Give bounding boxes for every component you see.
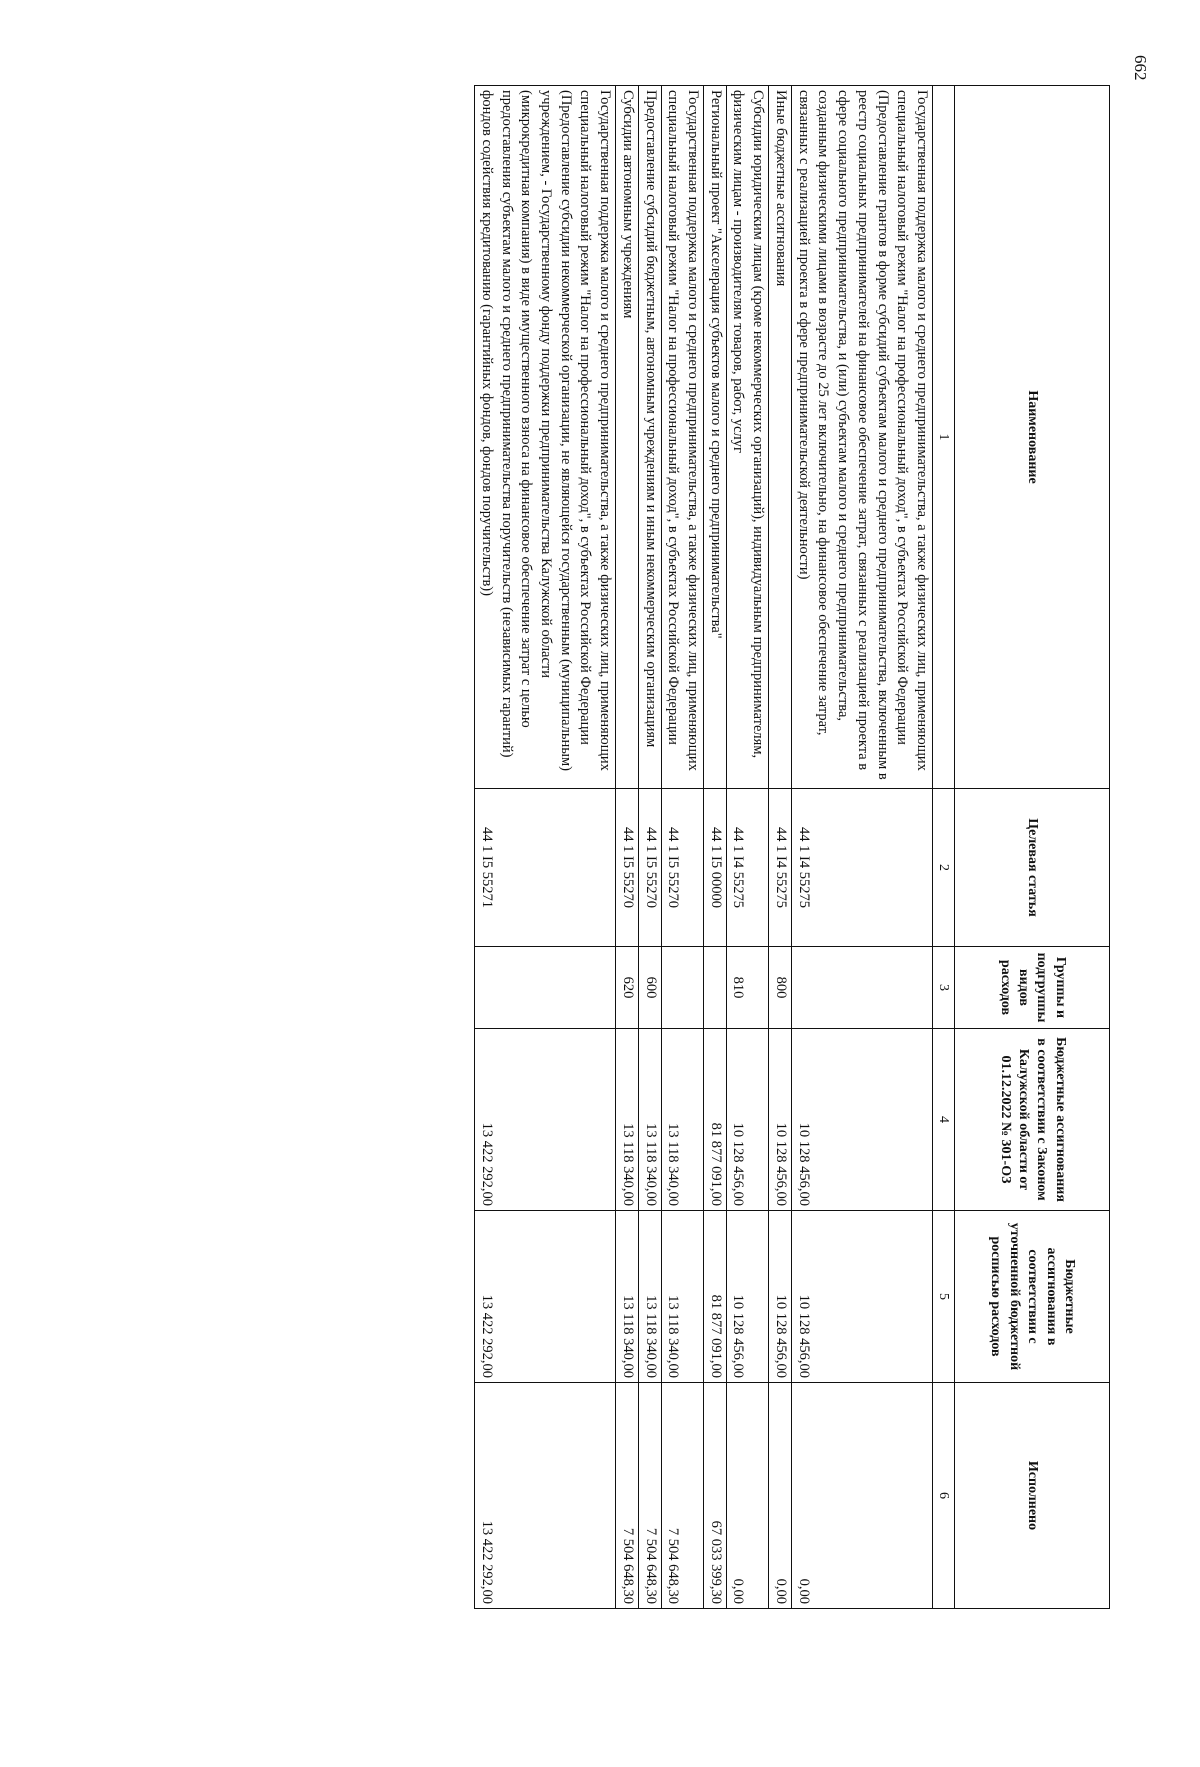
table-row [616, 86, 639, 1609]
row-executed-amount: 7 504 648,30 [661, 1383, 703, 1609]
table-row [475, 86, 616, 1609]
row-revised-amount: 13 118 340,00 [638, 1211, 661, 1383]
header-name: Наименование [955, 86, 1110, 789]
column-number: 4 [932, 1029, 954, 1211]
row-revised-amount: 10 128 456,00 [769, 1211, 792, 1383]
row-revised-amount: 10 128 456,00 [726, 1211, 768, 1383]
row-target-code: 44 1 I4 55275 [791, 789, 932, 947]
row-revised-amount: 13 118 340,00 [661, 1211, 703, 1383]
row-target-code: 44 1 I5 00000 [704, 789, 727, 947]
row-target-code: 44 1 I4 55275 [726, 789, 768, 947]
column-number: 1 [932, 86, 954, 789]
page-number: 662 [1131, 55, 1150, 81]
column-number: 2 [932, 789, 954, 947]
row-revised-amount: 10 128 456,00 [791, 1211, 932, 1383]
row-target-code: 44 1 I5 55270 [661, 789, 703, 947]
header-law-allocations: Бюджетные ассигнования в соответствии с Законом Калужской области от 01.12.2022 № 301-ОЗ [955, 1029, 1110, 1211]
row-executed-amount: 0,00 [726, 1383, 768, 1609]
row-target-code: 44 1 I4 55275 [769, 789, 792, 947]
row-name: Государственная поддержка малого и среднего предпринимательства, а также физических лиц, применяющих специальный налоговый режим "Налог на профессиональный доход", в субъектах Российской Федерации [661, 86, 703, 789]
column-number-row [932, 86, 954, 1609]
row-executed-amount: 7 504 648,30 [638, 1383, 661, 1609]
row-target-code: 44 1 I5 55270 [616, 789, 639, 947]
table-row [704, 86, 727, 1609]
row-target-code: 44 1 I5 55270 [638, 789, 661, 947]
row-executed-amount: 13 422 292,00 [475, 1383, 616, 1609]
row-revised-amount: 13 422 292,00 [475, 1211, 616, 1383]
row-name: Региональный проект "Акселерация субъектов малого и среднего предпринимательства" [704, 86, 727, 789]
column-number: 6 [932, 1383, 954, 1609]
row-law-amount: 10 128 456,00 [726, 1029, 768, 1211]
column-number: 3 [932, 947, 954, 1029]
row-executed-amount: 67 033 399,30 [704, 1383, 727, 1609]
budget-table [474, 85, 1110, 1609]
row-revised-amount: 13 118 340,00 [616, 1211, 639, 1383]
row-law-amount: 13 118 340,00 [638, 1029, 661, 1211]
row-executed-amount: 0,00 [769, 1383, 792, 1609]
row-executed-amount: 7 504 648,30 [616, 1383, 639, 1609]
row-expense-group: 620 [616, 947, 639, 1029]
row-expense-group [791, 947, 932, 1029]
table-row [791, 86, 932, 1609]
row-executed-amount: 0,00 [791, 1383, 932, 1609]
row-law-amount: 10 128 456,00 [791, 1029, 932, 1211]
header-expense-groups: Группы и подгруппы видов расходов [955, 947, 1110, 1029]
row-expense-group: 600 [638, 947, 661, 1029]
rotated-page-content [0, 70, 1110, 1767]
row-name: Предоставление субсидий бюджетным, автономным учреждениям и иным некоммерческим организациям [638, 86, 661, 789]
table-row [726, 86, 768, 1609]
row-law-amount: 81 877 091,00 [704, 1029, 727, 1211]
row-name: Государственная поддержка малого и среднего предпринимательства, а также физических лиц, применяющих специальный налоговый режим "Налог на профессиональный доход", в субъектах Российской Федерации (Предоставление грантов в форме субсидий субъектам малого и среднего предпринимательства, включенным в реестр социальных предпринимателей на финансовое обеспечение затрат, связанных с реализацией проекта в сфере социального предпринимательства, и (или) субъектам малого и среднего предпринимательства, созданным физическими лицами в возрасте до 25 лет включительно, на финансовое обеспечение затрат, связанных с реализацией проекта в сфере предпринимательской деятельности) [791, 86, 932, 789]
column-number: 5 [932, 1211, 954, 1383]
row-law-amount: 10 128 456,00 [769, 1029, 792, 1211]
row-name: Субсидии автономным учреждениям [616, 86, 639, 789]
row-expense-group [475, 947, 616, 1029]
row-expense-group [704, 947, 727, 1029]
row-revised-amount: 81 877 091,00 [704, 1211, 727, 1383]
row-law-amount: 13 118 340,00 [661, 1029, 703, 1211]
header-target-article: Целевая статья [955, 789, 1110, 947]
row-name: Государственная поддержка малого и среднего предпринимательства, а также физических лиц, применяющих специальный налоговый режим "Налог на профессиональный доход", в субъектах Российской Федерации (Предоставление субсидии некоммерческой организации, не являющейся государственным (муниципальным) учреждением, - Государственному фонду поддержки предпринимательства Калужской области (микрокредитная компания) в виде имущественного взноса на финансовое обеспечение затрат с целью предоставления субъектам малого и среднего предпринимательства поручительств (независимых гарантий) фондов содействия кредитованию (гарантийных фондов, фондов поручительств)) [475, 86, 616, 789]
row-law-amount: 13 118 340,00 [616, 1029, 639, 1211]
table-row [769, 86, 792, 1609]
row-law-amount: 13 422 292,00 [475, 1029, 616, 1211]
header-revised-allocations: Бюджетные ассигнования в соответствии с уточненной бюджетной росписью расходов [955, 1211, 1110, 1383]
row-name: Субсидии юридическим лицам (кроме некоммерческих организаций), индивидуальным предпринимателям, физическим лицам - производителям товаров, работ, услуг [726, 86, 768, 789]
row-name: Иные бюджетные ассигнования [769, 86, 792, 789]
row-target-code: 44 1 I5 55271 [475, 789, 616, 947]
row-expense-group [661, 947, 703, 1029]
table-header-row [955, 86, 1110, 1609]
table-row [661, 86, 703, 1609]
row-expense-group: 810 [726, 947, 768, 1029]
row-expense-group: 800 [769, 947, 792, 1029]
table-row [638, 86, 661, 1609]
header-executed: Исполнено [955, 1383, 1110, 1609]
